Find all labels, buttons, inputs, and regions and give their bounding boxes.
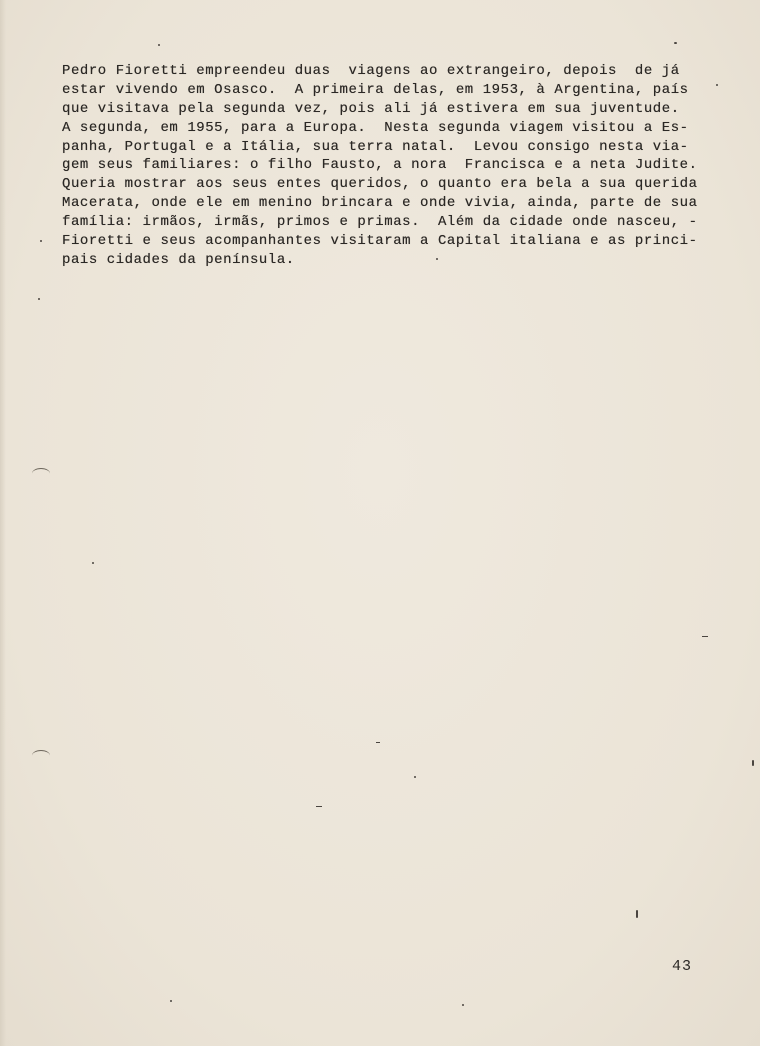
- text-line: Fioretti e seus acompanhantes visitaram a Capital italiana e as princi-: [62, 233, 698, 250]
- text-line: pais cidades da península.: [62, 251, 295, 268]
- scan-speck: [376, 742, 380, 743]
- text-line: gem seus familiares: o filho Fausto, a nora Francisca e a neta Judite.: [62, 157, 698, 174]
- text-line: família: irmãos, irmãs, primos e primas. Além da cidade onde nasceu, -: [62, 214, 698, 231]
- scan-speck: [636, 910, 638, 918]
- text-line: que visitava pela segunda vez, pois ali já estivera em sua juventude.: [62, 100, 680, 117]
- scan-speck: [92, 562, 94, 564]
- scan-speck: [716, 84, 718, 86]
- page-number: 43: [672, 958, 693, 975]
- body-paragraph: [62, 62, 732, 270]
- scan-speck: [702, 636, 708, 637]
- scan-speck: [462, 1004, 464, 1006]
- scan-speck: [674, 42, 677, 44]
- scan-speck: [158, 44, 160, 46]
- text-line: estar vivendo em Osasco. A primeira delas, em 1953, à Argentina, país: [62, 81, 689, 98]
- binder-hole-mark: [32, 750, 50, 761]
- scan-speck: [316, 806, 322, 807]
- text-line: Pedro Fioretti empreendeu duas viagens ao extrangeiro, depois de já: [62, 63, 680, 79]
- scan-speck: [436, 258, 438, 260]
- scan-speck: [40, 240, 42, 242]
- scan-speck: [752, 760, 754, 766]
- text-line: Macerata, onde ele em menino brincara e onde vivia, ainda, parte de sua: [62, 195, 698, 212]
- text-line: panha, Portugal e a Itália, sua terra natal. Levou consigo nesta via-: [62, 138, 689, 155]
- binder-hole-mark: [32, 468, 50, 479]
- scan-speck: [38, 298, 40, 300]
- page-edge-shadow: [0, 0, 6, 1046]
- scan-speck: [170, 1000, 172, 1002]
- text-line: A segunda, em 1955, para a Europa. Nesta segunda viagem visitou a Es-: [62, 119, 689, 136]
- text-line: Queria mostrar aos seus entes queridos, o quanto era bela a sua querida: [62, 176, 698, 193]
- scan-speck: [414, 776, 416, 778]
